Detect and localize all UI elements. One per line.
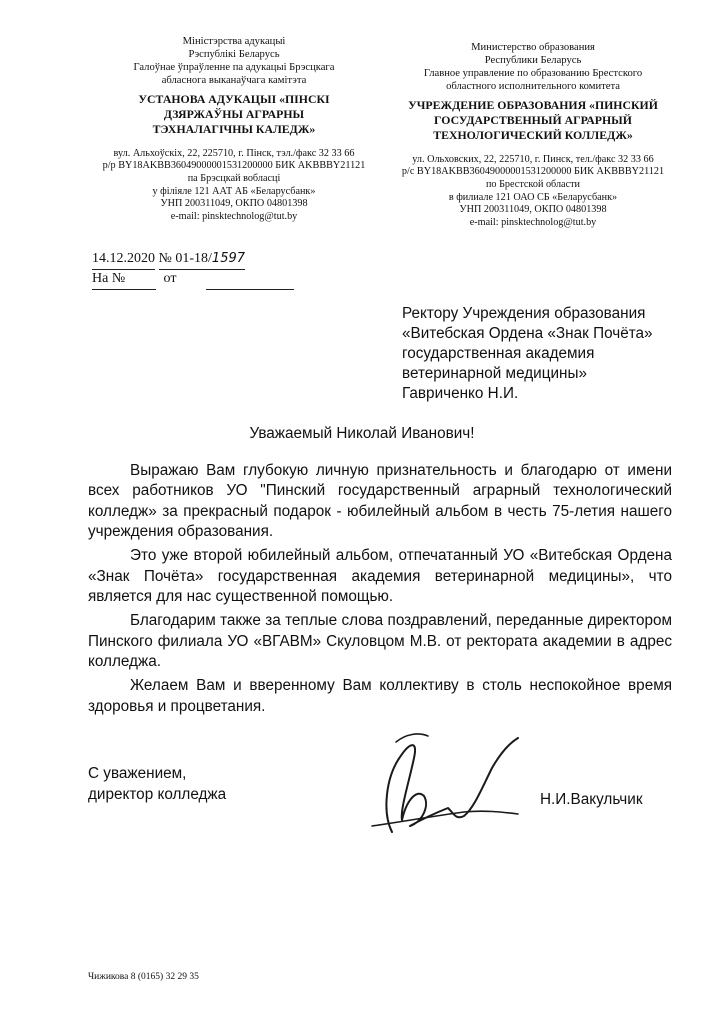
address-by: вул. Альхоўскіх, 22, 225710, г. Пінск, тэл./факс 32 33 66 <box>113 147 355 159</box>
letter-body <box>88 461 672 721</box>
addressee-line3: государственная академия <box>402 344 595 362</box>
outgoing-reference <box>92 250 294 270</box>
account-ru: р/с BY18AKBB36049000001531200000 БИК AKBBBY21121 <box>401 166 665 178</box>
addressee-line1: Ректору Учреждения образования <box>402 305 646 322</box>
closing-block <box>88 764 226 805</box>
addressee-block <box>402 304 692 403</box>
republic-by: Рэспублікі Беларусь <box>188 48 280 60</box>
paragraph-thanks: Благодарим также за теплые слова поздравлений, переданные директором Пинского филиала УО «ВГАВМ» Скуловцом М.В. от ректората академии в адрес колледжа. <box>88 612 672 671</box>
handwritten-signature <box>352 722 532 852</box>
reply-date-blank <box>206 270 294 290</box>
address-ru: ул. Ольховских, 22, 225710, г. Пинск, тел./факс 32 33 66 <box>412 153 654 165</box>
department-by: Галоўнае ўпраўленне па адукацыі Брэсцкага <box>133 61 335 73</box>
institution-line2-ru: ГОСУДАРСТВЕННЫЙ АГРАРНЫЙ <box>434 113 632 128</box>
republic-ru: Республики Беларусь <box>484 54 582 66</box>
institution-line3-ru: ТЕХНОЛОГИЧЕСКИЙ КОЛЛЕДЖ» <box>433 128 633 143</box>
bank-ru: в филиале 121 ОАО СБ «Беларусбанк» <box>448 191 618 203</box>
region-ru: по Брестской области <box>485 178 580 190</box>
from-label: от <box>163 270 177 286</box>
institution-line2-by: ДЗЯРЖАЎНЫ АГРАРНЫ <box>163 107 305 122</box>
addressee-name: Гавриченко Н.И. <box>402 384 519 402</box>
institution-name-by <box>96 92 372 138</box>
letter-number-prefix: № 01-18/ <box>158 251 212 266</box>
header-belarusian <box>96 36 372 224</box>
header-russian <box>393 42 673 230</box>
ministry-by: Міністэрства адукацыі <box>182 36 286 47</box>
reply-label: На № <box>92 270 126 286</box>
email-by: e-mail: pinsktechnolog@tut.by <box>170 210 298 222</box>
letter-number <box>159 250 246 270</box>
institution-line1-ru: УЧРЕЖДЕНИЕ ОБРАЗОВАНИЯ «ПИНСКИЙ <box>408 97 658 112</box>
department-ru: Главное управление по образованию Брестского <box>423 67 643 79</box>
unp-by: УНП 200311049, ОКПО 04801398 <box>160 198 308 210</box>
region-by: па Брэсцкай вобласці <box>187 172 281 184</box>
signer-name: Н.И.Вакульчик <box>540 791 643 808</box>
greeting: Уважаемый Николай Иванович! <box>249 425 475 442</box>
paragraph-wishes: Желаем Вам и вверенному Вам коллективу в столь неспокойное время здоровья и процветания. <box>88 677 672 715</box>
unp-ru: УНП 200311049, ОКПО 04801398 <box>459 204 607 216</box>
institution-line3-by: ТЭХНАЛАГІЧНЫ КАЛЕДЖ» <box>152 122 316 137</box>
account-by: р/р BY18AKBB36049000001531200000 БИК AKBBBY21121 <box>102 160 366 172</box>
committee-ru: областного исполнительного комитета <box>446 80 620 92</box>
closing-regards: С уважением, <box>88 765 187 782</box>
ministry-ru: Министерство образования <box>471 42 595 53</box>
addressee-line2: «Витебская Ордена «Знак Почёта» <box>402 324 653 342</box>
addressee-line4: ветеринарной медицины» <box>402 364 587 382</box>
reply-reference <box>92 270 294 290</box>
institution-name-ru <box>393 98 673 144</box>
institution-line1-by: УСТАНОВА АДУКАЦЫІ «ПІНСКІ <box>138 91 330 106</box>
letter-date: 14.12.2020 <box>92 250 155 270</box>
email-ru: e-mail: pinsktechnolog@tut.by <box>469 216 597 228</box>
paragraph-gratitude: Выражаю Вам глубокую личную признательность и благодарю от имени всех работников УО "Пинский государственный аграрный технологический колледж» за прекрасный подарок - юбилейный альбом в честь 75-летия нашего учреждения образования. <box>88 462 672 541</box>
committee-by: абласнога выканаўчага камітэта <box>161 74 307 86</box>
reference-block <box>92 250 294 290</box>
bank-by: у філіяле 121 ААТ АБ «Беларусбанк» <box>152 185 316 197</box>
paragraph-album: Это уже второй юбилейный альбом, отпечатанный УО «Витебская Ордена «Знак Почёта» государственная академия ветеринарной медицины», что является для нас существенной помощью. <box>88 547 672 606</box>
executor-contact: Чижикова 8 (0165) 32 29 35 <box>88 972 199 982</box>
letter-number-handwritten: 1597 <box>211 251 246 266</box>
reply-number <box>92 270 156 290</box>
closing-position: директор колледжа <box>88 785 227 803</box>
